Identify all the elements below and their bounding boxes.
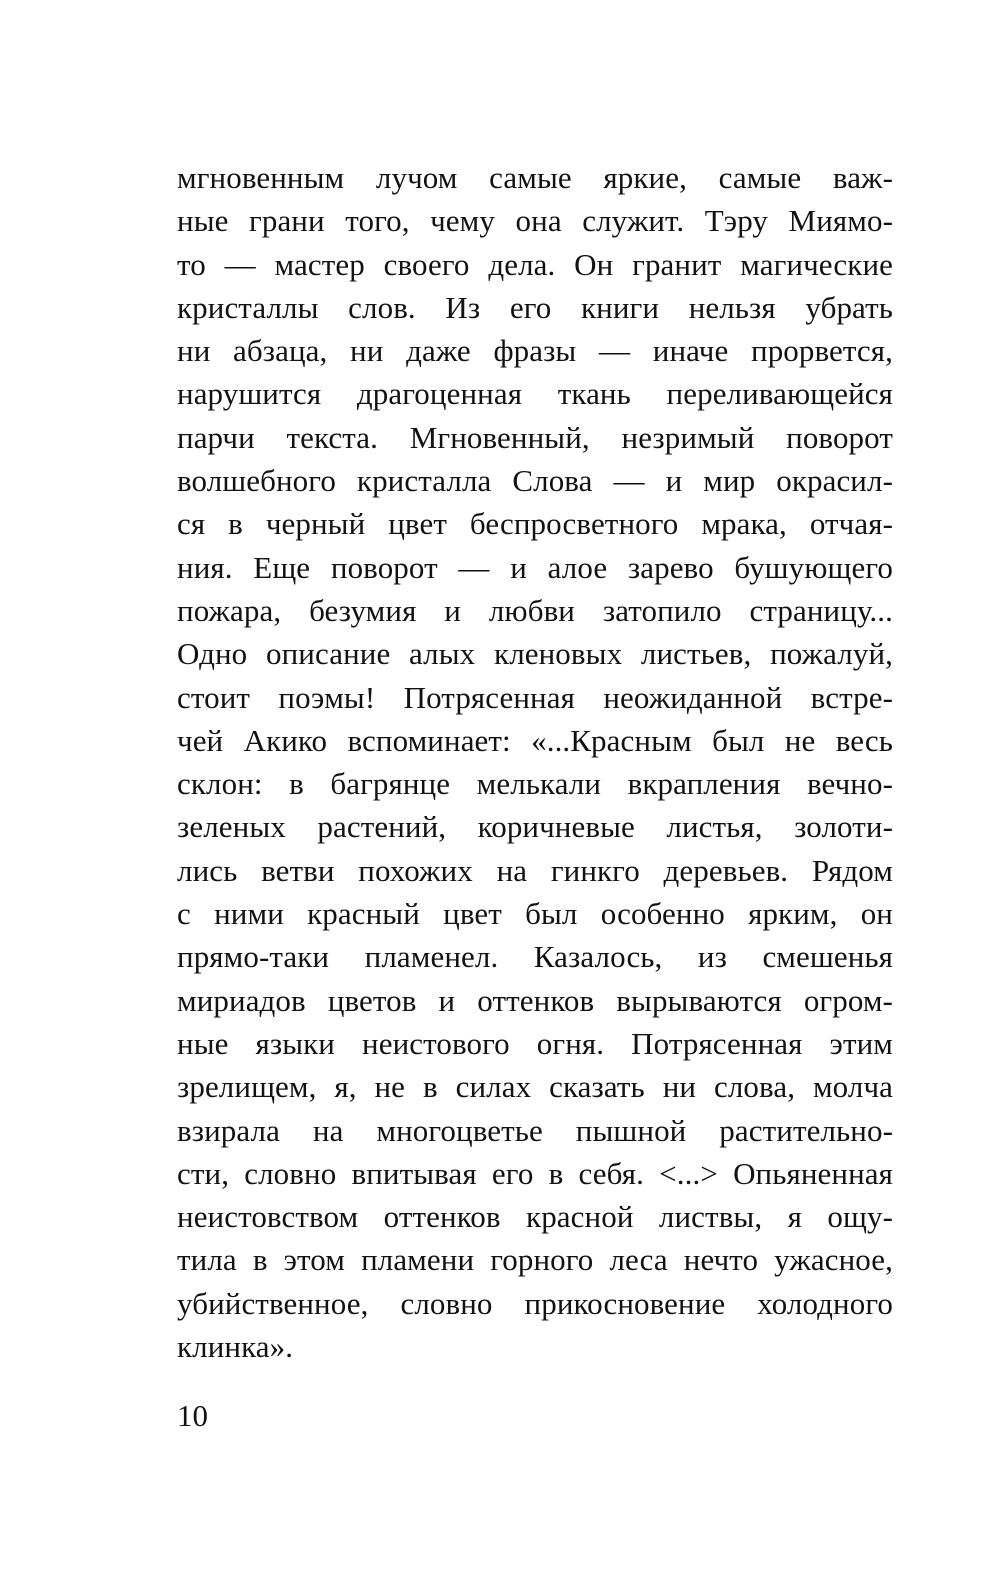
text-line: мгновенным лучом самые яркие, самые важ-: [177, 160, 893, 195]
text-line: склон: в багрянце мелькали вкрапления вечно-: [177, 766, 893, 802]
text-line: чей Акико вспоминает: «...Красным был не весь: [177, 722, 893, 758]
text-line: ния. Еще поворот — и алое зарево бушующего: [177, 549, 893, 585]
text-line: ся в черный цвет беспросветного мрака, отчая-: [177, 506, 893, 542]
text-line: ные языки неистового огня. Потрясенная этим: [177, 1025, 893, 1061]
text-line: кристаллы слов. Из его книги нельзя убрать: [177, 289, 893, 325]
text-line: взирала на многоцветье пышной растительно-: [177, 1112, 893, 1148]
text-line: пожара, безумия и любви затопило страницу...: [177, 592, 893, 628]
text-line: с ними красный цвет был особенно ярким, он: [177, 896, 893, 932]
text-line: ни абзаца, ни даже фразы — иначе прорвется,: [177, 333, 893, 369]
text-line: неистовством оттенков красной листвы, я ощу-: [177, 1199, 893, 1235]
text-line: парчи текста. Мгновенный, незримый поворот: [177, 419, 893, 455]
text-line: сти, словно впитывая его в себя. <...> Опьяненная: [177, 1155, 893, 1191]
text-line: убийственное, словно прикосновение холодного: [177, 1285, 893, 1321]
text-line: лись ветви похожих на гинкго деревьев. Рядом: [177, 852, 893, 888]
text-line: зрелищем, я, не в силах сказать ни слова, молча: [177, 1069, 893, 1105]
text-line: ные грани того, чему она служит. Тэру Миямо-: [177, 203, 893, 239]
text-line: стоит поэмы! Потрясенная неожиданной встре-: [177, 679, 893, 715]
text-line: волшебного кристалла Слова — и мир окрасил-: [177, 463, 893, 499]
text-line: прямо-таки пламенел. Казалось, из смешенья: [177, 939, 893, 975]
text-line: то — мастер своего дела. Он гранит магические: [177, 246, 893, 282]
text-line-paragraph-end: клинка».: [177, 1329, 294, 1365]
body-text: [177, 156, 893, 1368]
text-line: тила в этом пламени горного леса нечто ужасное,: [177, 1242, 893, 1278]
text-line: зеленых растений, коричневые листья, золоти-: [177, 809, 893, 845]
text-line: Одно описание алых кленовых листьев, пожалуй,: [177, 636, 893, 672]
page-number: 10: [177, 1398, 208, 1433]
text-line: нарушится драгоценная ткань переливающейся: [177, 376, 893, 412]
text-line: мириадов цветов и оттенков вырываются огром-: [177, 982, 893, 1018]
